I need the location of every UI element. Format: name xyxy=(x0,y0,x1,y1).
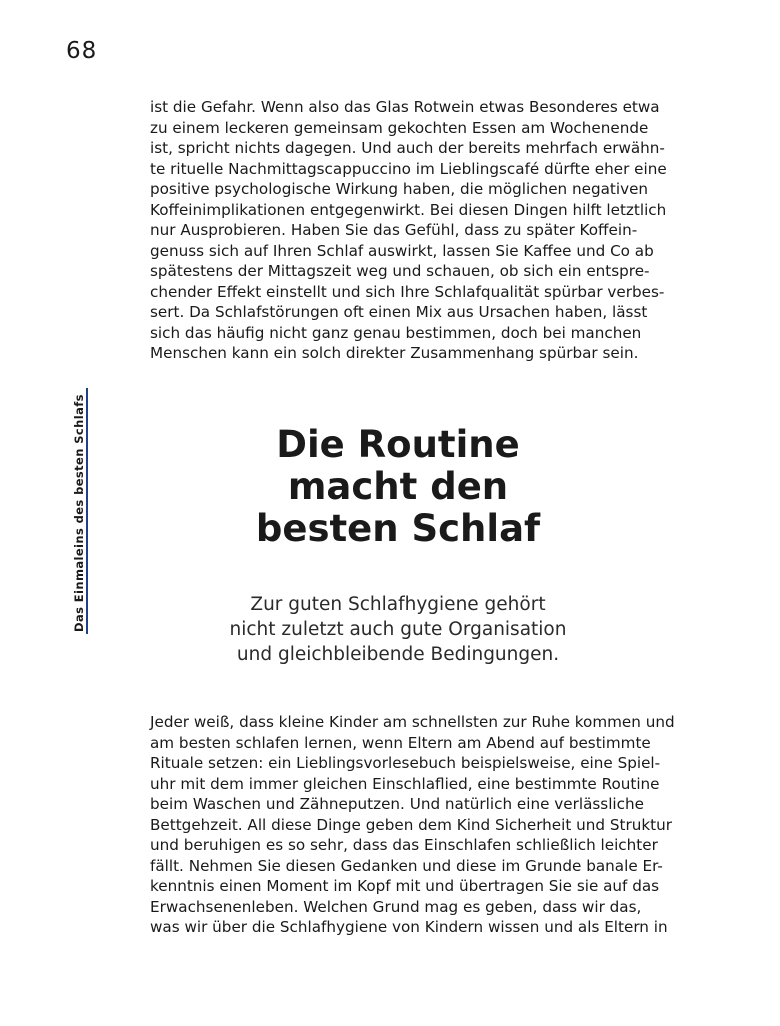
paragraph-line: Koffeinimplikationen entgegenwirkt. Bei diesen Dingen hilft letztlich xyxy=(150,200,667,219)
heading-line: Die Routine xyxy=(276,423,520,466)
paragraph-line: genuss sich auf Ihren Schlaf auswirkt, lassen Sie Kaffee und Co ab xyxy=(150,241,654,260)
paragraph-line: Rituale setzen: ein Lieblingsvorlesebuch beispielsweise, eine Spiel- xyxy=(150,754,661,772)
paragraph-line: Jeder weiß, dass kleine Kinder am schnellsten zur Ruhe kommen und xyxy=(150,713,675,731)
paragraph-line: Erwachsenenleben. Welchen Grund mag es geben, dass wir das, xyxy=(150,897,642,916)
paragraph-line: sert. Da Schlafstörungen oft einen Mix aus Ursachen haben, lässt xyxy=(150,303,648,321)
heading-line: macht den xyxy=(287,465,509,508)
paragraph-line: sich das häufig nicht ganz genau bestimmen, doch bei manchen xyxy=(150,323,642,342)
paragraph-line: ist, spricht nichts dagegen. Und auch der bereits mehrfach erwähn- xyxy=(150,139,665,157)
paragraph-line: spätestens der Mittagszeit weg und schauen, ob sich ein entspre- xyxy=(150,262,650,280)
subheading-line: und gleichbleibende Bedingungen. xyxy=(236,644,560,665)
paragraph-line: fällt. Nehmen Sie diesen Gedanken und diese im Grunde banale Er- xyxy=(150,856,663,875)
paragraph-line: und beruhigen es so sehr, dass das Einschlafen schließlich leichter xyxy=(150,836,658,854)
paragraph-line: te rituelle Nachmittagscappuccino im Lieblingscafé dürfte eher eine xyxy=(150,159,667,178)
paragraph-line: ist die Gefahr. Wenn also das Glas Rotwein etwas Besonderes etwa xyxy=(150,98,660,116)
running-head-rule xyxy=(86,388,88,634)
paragraph-line: Bettgehzeit. All diese Dinge geben dem Kind Sicherheit und Struktur xyxy=(150,815,672,834)
paragraph-line: nur Ausprobieren. Haben Sie das Gefühl, dass zu später Koffein- xyxy=(150,221,638,239)
section-heading xyxy=(150,424,646,550)
subheading-line: Zur guten Schlafhygiene gehört xyxy=(250,594,546,615)
paragraph-line: am besten schlafen lernen, wenn Eltern am Abend auf bestimmte xyxy=(150,733,651,752)
page-number: 68 xyxy=(66,38,98,64)
paragraph-line: Menschen kann ein solch direkter Zusammenhang spürbar sein. xyxy=(150,344,639,362)
paragraph-line: chender Effekt einstellt und sich Ihre Schlafqualität spürbar verbes- xyxy=(150,282,665,301)
paragraph-line: was wir über die Schlafhygiene von Kindern wissen und als Eltern in xyxy=(150,918,668,936)
subheading-line: nicht zuletzt auch gute Organisation xyxy=(229,619,567,640)
paragraph-line: beim Waschen und Zähneputzen. Und natürlich eine verlässliche xyxy=(150,795,644,813)
main-paragraph xyxy=(150,712,675,938)
heading-line: besten Schlaf xyxy=(255,507,541,550)
paragraph-line: zu einem leckeren gemeinsam gekochten Essen am Wochenende xyxy=(150,118,649,137)
paragraph-line: positive psychologische Wirkung haben, die möglichen negativen xyxy=(150,180,649,198)
section-subheading xyxy=(150,592,646,667)
running-head: Das Einmaleins des besten Schlafs xyxy=(72,394,86,632)
paragraph-line: uhr mit dem immer gleichen Einschlaflied, eine bestimmte Routine xyxy=(150,774,660,793)
intro-paragraph xyxy=(150,97,667,364)
paragraph-line: kenntnis einen Moment im Kopf mit und übertragen Sie sie auf das xyxy=(150,877,660,895)
